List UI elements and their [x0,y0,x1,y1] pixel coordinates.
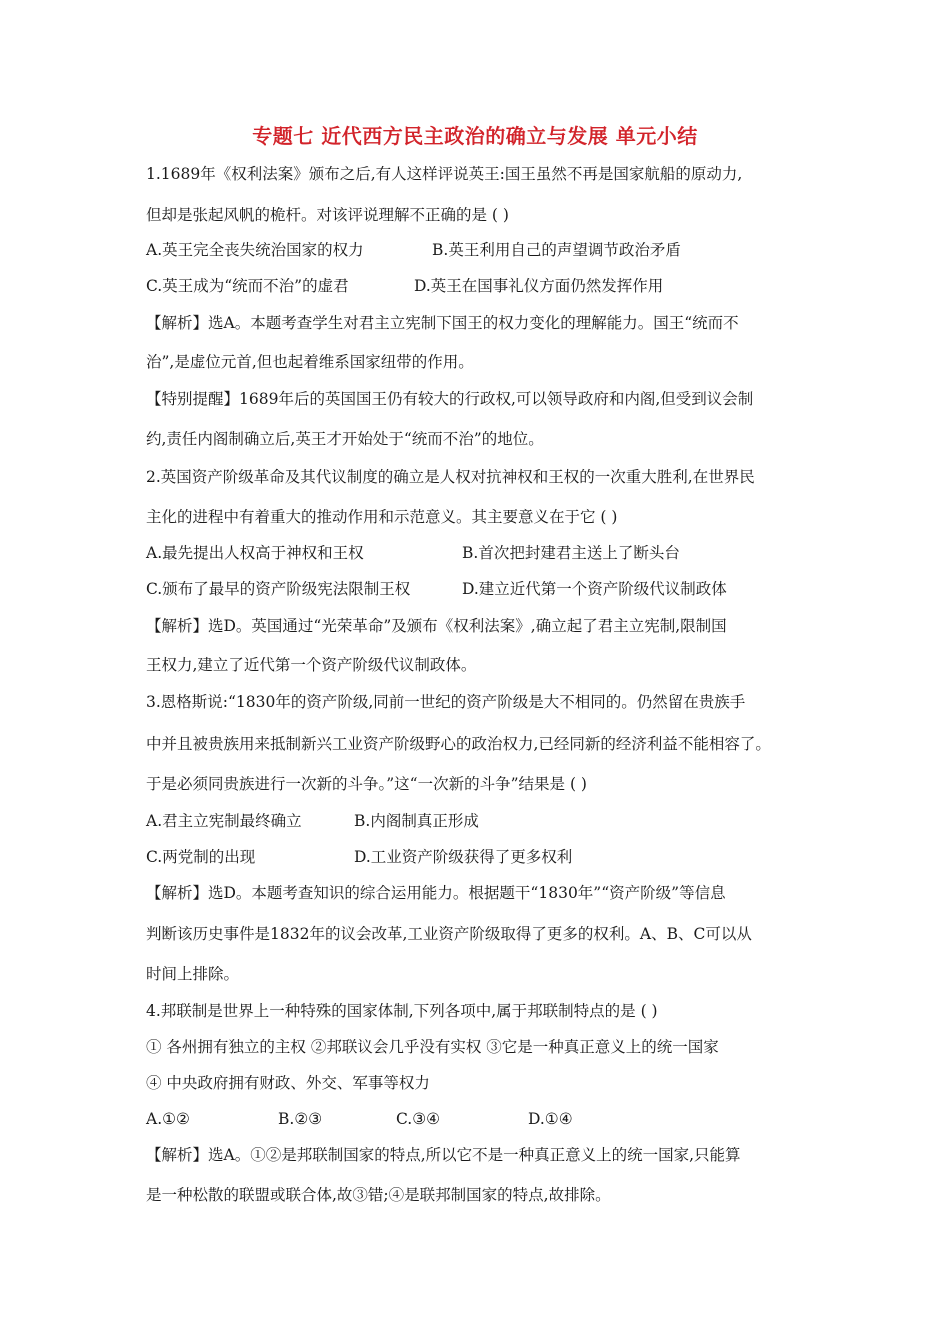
q3-option-a: A.君主立宪制最终确立 [146,812,302,830]
q2-option-a: A.最先提出人权高于神权和王权 [146,544,364,562]
page-title: 专题七 近代西方民主政治的确立与发展 单元小结 [252,124,698,148]
q3-analysis-line-1: 【解析】选D。本题考查知识的综合运用能力。根据题干“1830年”“资产阶级”等信息 [146,884,726,902]
q4-option-b: B.②③ [278,1110,323,1128]
q3-analysis-line-3: 时间上排除。 [146,965,240,983]
q3-option-d: D.工业资产阶级获得了更多权利 [354,848,573,866]
q4-option-c: C.③④ [396,1110,441,1128]
q1-stem-line-2: 但却是张起风帆的桅杆。对该评说理解不正确的是 ( ) [146,206,509,224]
q2-option-d: D.建立近代第一个资产阶级代议制政体 [462,580,727,598]
q4-option-d: D.①④ [528,1110,573,1128]
q4-stem-line-1: 4.邦联制是世界上一种特殊的国家体制,下列各项中,属于邦联制特点的是 ( ) [146,1002,658,1020]
q1-option-c: C.英王成为“统而不治”的虚君 [146,277,349,295]
q1-stem-line-1: 1.1689年《权利法案》颁布之后,有人这样评说英王:国王虽然不再是国家航船的原动力, [146,165,743,183]
q1-option-b: B.英王利用自己的声望调节政治矛盾 [432,241,681,259]
q1-tip-line-2: 约,责任内阁制确立后,英王才开始处于“统而不治”的地位。 [146,430,544,448]
q3-option-c: C.两党制的出现 [146,848,256,866]
q2-option-c: C.颁布了最早的资产阶级宪法限制王权 [146,580,411,598]
q2-analysis-line-2: 王权力,建立了近代第一个资产阶级代议制政体。 [146,656,477,674]
q1-analysis-line-2: 治”,是虚位元首,但也起着维系国家纽带的作用。 [146,353,474,371]
q4-items-line-2: ④ 中央政府拥有财政、外交、军事等权力 [146,1074,430,1092]
q4-option-a: A.①② [146,1110,190,1128]
q2-stem-line-1: 2.英国资产阶级革命及其代议制度的确立是人权对抗神权和王权的一次重大胜利,在世界民 [146,468,755,486]
q4-analysis-line-1: 【解析】选A。①②是邦联制国家的特点,所以它不是一种真正意义上的统一国家,只能算 [146,1146,741,1164]
q1-tip-line-1: 【特别提醒】1689年后的英国国王仍有较大的行政权,可以领导政府和内阁,但受到议会制 [146,390,754,408]
q3-stem-line-2: 中并且被贵族用来抵制新兴工业资产阶级野心的政治权力,已经同新的经济利益不能相容了。 [146,735,771,753]
q3-stem-line-3: 于是必须同贵族进行一次新的斗争。”这“一次新的斗争”结果是 ( ) [146,775,587,793]
q1-analysis-line-1: 【解析】选A。本题考查学生对君主立宪制下国王的权力变化的理解能力。国王“统而不 [146,314,739,332]
q2-analysis-line-1: 【解析】选D。英国通过“光荣革命”及颁布《权利法案》,确立起了君主立宪制,限制国 [146,617,727,635]
q3-stem-line-1: 3.恩格斯说:“1830年的资产阶级,同前一世纪的资产阶级是大不相同的。仍然留在贵族手 [146,693,746,711]
q1-option-d: D.英王在国事礼仪方面仍然发挥作用 [414,277,664,295]
q3-analysis-line-2: 判断该历史事件是1832年的议会改革,工业资产阶级取得了更多的权利。A、B、C可以从 [146,925,752,943]
q2-stem-line-2: 主化的进程中有着重大的推动作用和示范意义。其主要意义在于它 ( ) [146,508,618,526]
q4-items-line-1: ① 各州拥有独立的主权 ②邦联议会几乎没有实权 ③它是一种真正意义上的统一国家 [146,1038,719,1056]
q1-option-a: A.英王完全丧失统治国家的权力 [146,241,364,259]
q4-analysis-line-2: 是一种松散的联盟或联合体,故③错;④是联邦制国家的特点,故排除。 [146,1186,611,1204]
q2-option-b: B.首次把封建君主送上了断头台 [462,544,680,562]
q3-option-b: B.内阁制真正形成 [354,812,479,830]
